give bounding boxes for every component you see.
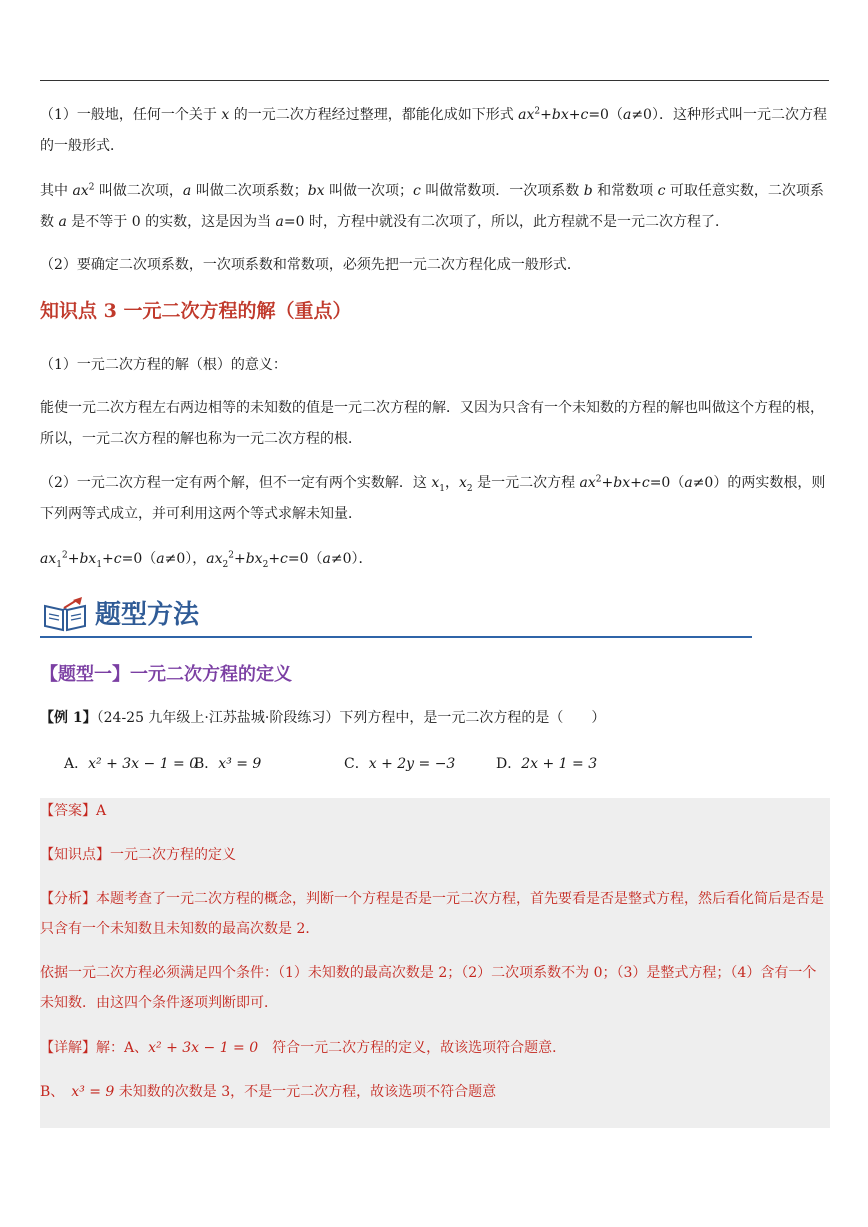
answer-line: 【答案】A — [40, 803, 107, 819]
analysis-paragraph: 【分析】本题考查了一元二次方程的概念，判断一个方程是否是一元二次方程，首先要看是否是整式方程，然后看化简后是否是只含有一个未知数且未知数的最高次数是 2． — [40, 891, 824, 937]
header-rule — [40, 80, 829, 81]
question-type-title: 【题型一】一元二次方程的定义 — [40, 664, 292, 685]
section-header — [40, 594, 752, 638]
option-c: C．x + 2y = −3 — [344, 756, 456, 772]
kp3-paragraph-3: （2）一元二次方程一定有两个解，但不一定有两个实数解．这 $x_1$，$x_2$ 是一元二次方程 $ax^2+bx+c=0(a\ne 0)$的两实数根，则下列两等式成立，并可利用这两个等式求解未知量． — [40, 474, 826, 522]
basis-paragraph: 依据一元二次方程必须满足四个条件：（1）未知数的最高次数是 2；（2）二次项系数不为 0；（3）是整式方程；（4）含有一个未知数．由这四个条件逐项判断即可． — [40, 965, 817, 1011]
definition-paragraph-3: （2）要确定二次项系数，一次项系数和常数项，必须先把一元二次方程化成一般形式． — [40, 257, 581, 273]
example-label: 【例 1】 — [40, 710, 97, 726]
kp3-equations: $ax_1^2+bx_1+c=0(a\ne 0)$，$ax_2^2+bx_2+c=0(a\ne 0)$． — [40, 550, 373, 570]
knowledge-point-line: 【知识点】一元二次方程的定义 — [40, 847, 236, 863]
knowledge-point-heading: 知识点 3 一元二次方程的解（重点） — [40, 300, 352, 322]
definition-paragraph-1: （1）一般地，任何一个关于 x 的一元二次方程经过整理，都能化成如下形式 $ax^2+bx+c=0(a\ne 0)$．这种形式叫一元二次方程的一般形式． — [40, 106, 827, 154]
definition-paragraph-2: 其中 $ax^2$ 叫做二次项，a 叫做二次项系数；bx 叫做一次项；c 叫做常数项．一次项系数 b 和常数项 c 可取任意实数，二次项系数 a 是不等于 0 的实数，这是因为当 a=0 时，方程中就没有二次项了，所以，此方程就不是一元二次方程了． — [40, 182, 824, 230]
kp3-paragraph-1: （1）一元二次方程的解（根）的意义： — [40, 357, 287, 373]
example-text: （24-25 九年级上·江苏盐城·阶段练习）下列方程中，是一元二次方程的是（ ） — [96, 710, 606, 726]
option-d: D．2x + 1 = 3 — [496, 756, 598, 772]
kp3-paragraph-2: 能使一元二次方程左右两边相等的未知数的值是一元二次方程的解．又因为只含有一个未知数的方程的解也叫做这个方程的根，所以，一元二次方程的解也称为一元二次方程的根． — [40, 400, 824, 447]
detail-line-a: 【详解】解：A、x² + 3x − 1 = 0 符合一元二次方程的定义，故该选项符合题意． — [40, 1040, 567, 1056]
section-title: 题型方法 — [95, 600, 200, 630]
open-book-icon — [42, 596, 88, 632]
option-a: A．x² + 3x − 1 = 0 — [64, 756, 199, 772]
example-question — [40, 707, 605, 727]
detail-line-b: B、 x³ = 9 未知数的次数是 3，不是一元二次方程，故该选项不符合题意 — [40, 1084, 497, 1100]
option-b: B．x³ = 9 — [194, 756, 262, 772]
